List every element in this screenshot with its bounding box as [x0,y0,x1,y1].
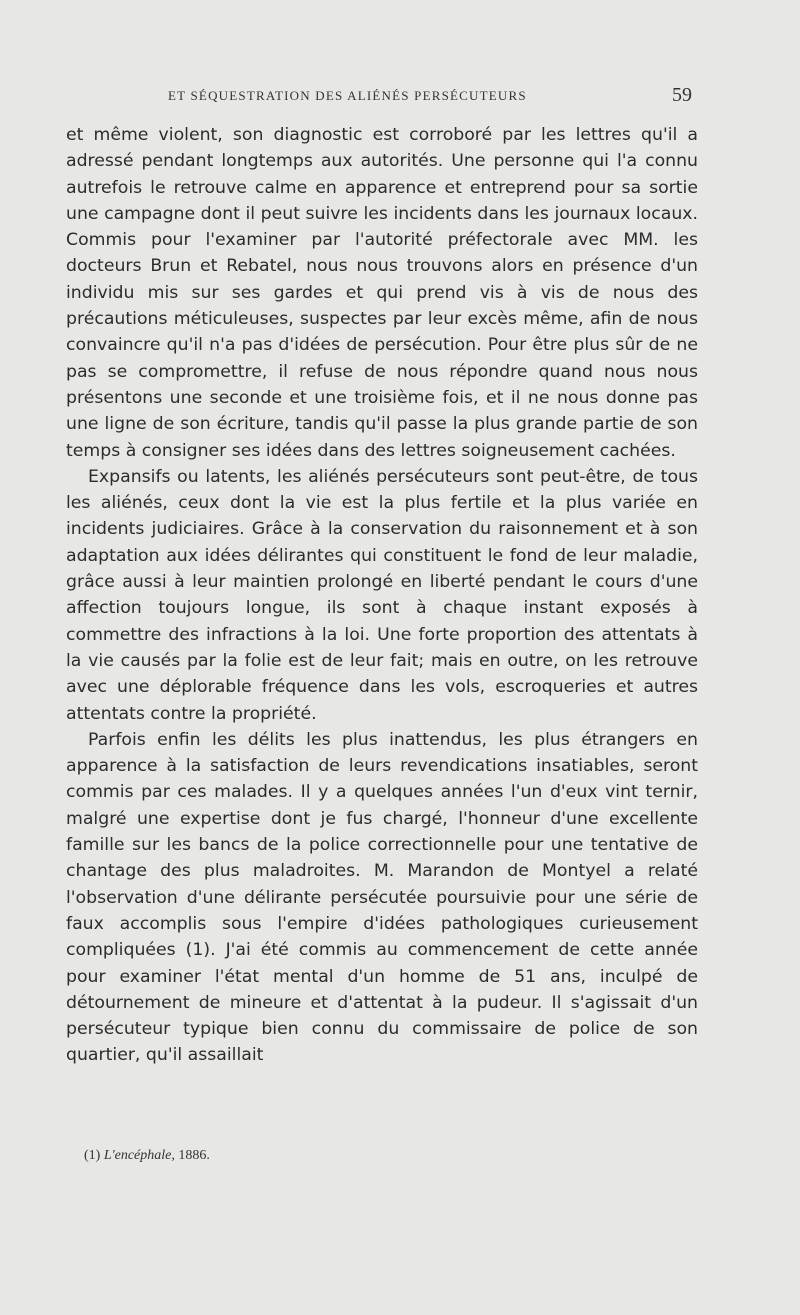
footnote-source: L'encéphale, [103,1148,175,1163]
paragraph-1: et même violent, son diagnostic est corroboré par les lettres qu'il a adressé pendant longtemps aux autorités. Une personne qui l'a connu autrefois le retrouve calme en apparence et entreprend pour sa sortie une campagne dont il peut suivre les incidents dans les journaux locaux. Commis pour l'examiner par l'autorité préfectorale avec MM. les docteurs Brun et Rebatel, nous nous trouvons alors en présence d'un individu mis sur ses gardes et qui prend vis à vis de nous des précautions méticuleuses, suspectes par leur excès même, afin de nous convaincre qu'il n'a pas d'idées de persécution. Pour être plus sûr de ne pas se compromettre, il refuse de nous répondre quand nous nous présentons une seconde et une troisième fois, et il ne nous donne pas une ligne de son écriture, tandis qu'il passe la plus grande partie de son temps à consigner ses idées dans des lettres soigneusement cachées. [66,125,698,461]
paragraph-3: Parfois enfin les délits les plus inattendus, les plus étrangers en apparence à la satisfaction de leurs revendications insatiables, seront commis par ces malades. Il y a quelques années l'un d'eux vint ternir, malgré une expertise dont je fus chargé, l'honneur d'une excellente famille sur les bancs de la police correctionnelle pour une tentative de chantage des plus maladroites. M. Marandon de Montyel a relaté l'observation d'une délirante persécutée poursuivie pour une série de faux accomplis sous l'empire d'idées pathologiques curieusement compliquées (1). J'ai été commis au commencement de cette année pour examiner l'état mental d'un homme de 51 ans, inculpé de détournement de mineure et d'attentat à la pudeur. Il s'agissait d'un persécuteur typique bien connu du commissaire de police de son quartier, qu'il assaillait [66,729,698,1066]
running-title: ET SÉQUESTRATION DES ALIÉNÉS PERSÉCUTEURS [168,88,527,103]
footnote-marker: (1) [84,1148,101,1163]
footnote-year: 1886. [178,1148,210,1163]
footnote [84,1148,210,1164]
paragraph-2: Expansifs ou latents, les aliénés persécuteurs sont peut-être, de tous les aliénés, ceux dont la vie est la plus fertile et la plus variée en incidents judiciaires. Grâce à la conservation du raisonnement et à son adaptation aux idées délirantes qui constituent le fond de leur maladie, grâce aussi à leur maintien prolongé en liberté pendant le cours d'une affection toujours longue, ils sont à chaque instant exposés à commettre des infractions à la loi. Une forte proportion des attentats à la vie causés par la folie est de leur fait; mais en outre, on les retrouve avec une déplorable fréquence dans les vols, escroqueries et autres attentats contre la propriété. [66,466,698,724]
page-number: 59 [672,84,692,106]
body-text [66,122,698,1069]
